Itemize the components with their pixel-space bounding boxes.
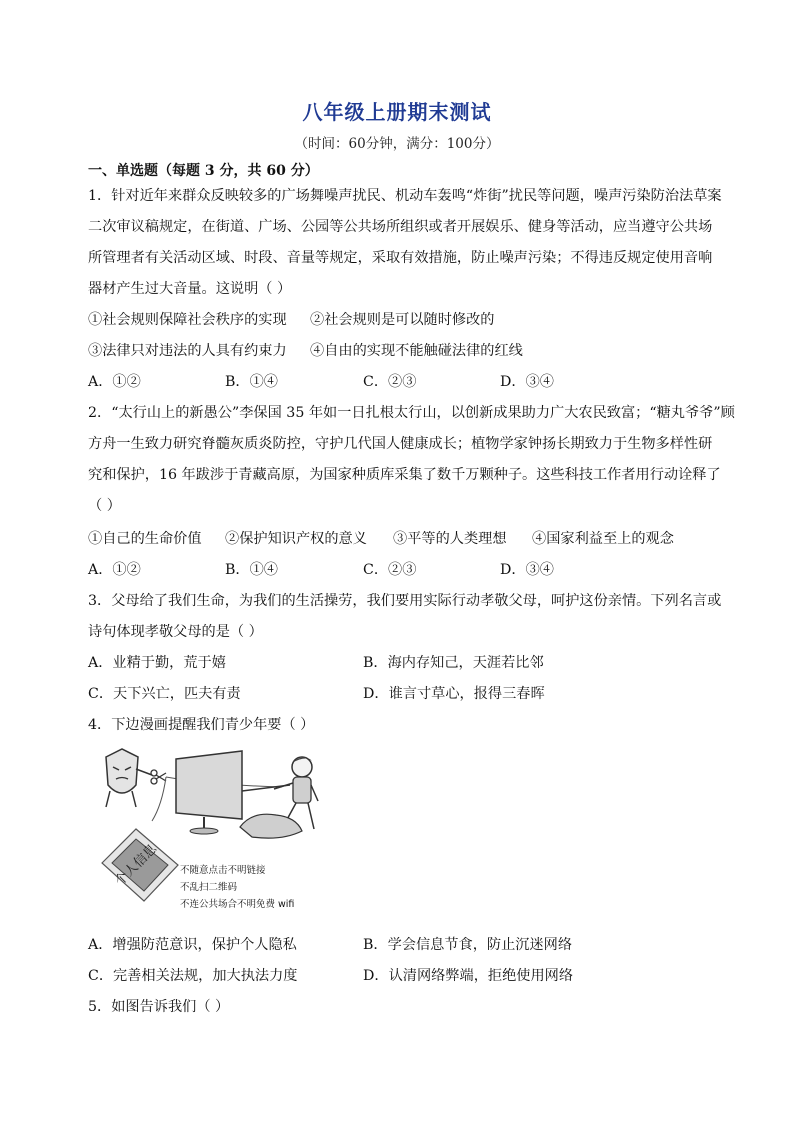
q5-stem-line: 5．如图告诉我们（ ） <box>88 999 230 1015</box>
q1-statement: ②社会规则是可以随时修改的 <box>310 312 495 328</box>
q2-stem-line: 方舟一生致力研究脊髓灰质炎防控，守护几代国人健康成长；植物学家钟扬长期致力于生物多样性研 <box>88 436 713 452</box>
q1-stem-line: 1．针对近年来群众反映较多的广场舞噪声扰民、机动车轰鸣“炸街”扰民等问题，噪声污染防治法草案 <box>88 188 722 204</box>
q1-stem-line: 二次审议稿规定，在街道、广场、公园等公共场所组织或者开展娱乐、健身等活动，应当遵守公共场 <box>88 219 713 235</box>
q3-stem-line: 诗句体现孝敬父母的是（ ） <box>88 624 263 640</box>
q3-option-b[interactable]: B．海内存知己，天涯若比邻 <box>363 655 544 671</box>
comic-caption-line: 不连公共场合不明免费 wifi <box>180 899 295 910</box>
info-card-label: 个人信息 <box>112 841 161 890</box>
q3-option-c[interactable]: C．天下兴亡，匹夫有责 <box>88 686 241 702</box>
shield-character-icon <box>106 749 152 807</box>
q4-option-d[interactable]: D．认清网络弊端，拒绝使用网络 <box>363 968 574 984</box>
exam-info: （时间：60分钟，满分：100分） <box>294 136 500 152</box>
q1-statement: ③法律只对违法的人具有约束力 <box>88 343 287 359</box>
q2-stem-line: 究和保护，16 年跋涉于青藏高原，为国家种质库采集了数千万颗种子。这些科技工作者用行动诠释了 <box>88 467 721 483</box>
q2-stem-line: （ ） <box>88 498 121 514</box>
q3-stem-line: 3．父母给了我们生命，为我们的生活操劳，我们要用实际行动孝敬父母，呵护这份亲情。下列名言或 <box>88 593 722 609</box>
q4-stem-line: 4．下边漫画提醒我们青少年要（ ） <box>88 717 315 733</box>
q1-stem-line: 所管理者有关活动区域、时段、音量等规定，采取有效措施，防止噪声污染；不得违反规定使用音响 <box>88 250 713 266</box>
section-heading: 一、单选题（每题 3 分，共 60 分） <box>88 163 319 179</box>
q2-option-c[interactable]: C．②③ <box>363 562 417 578</box>
q1-option-c[interactable]: C．②③ <box>363 374 417 390</box>
scissors-icon <box>151 770 166 784</box>
page-title: 八年级上册期末测试 <box>302 100 492 124</box>
q1-stem-line: 器材产生过大音量。这说明（ ） <box>88 281 292 297</box>
q4-option-c[interactable]: C．完善相关法规，加大执法力度 <box>88 968 298 984</box>
comic-illustration <box>92 745 342 915</box>
q2-option-b[interactable]: B．①④ <box>225 562 278 578</box>
q1-statement: ①社会规则保障社会秩序的实现 <box>88 312 287 328</box>
q2-statement: ③平等的人类理想 <box>393 531 507 547</box>
personal-info-card <box>102 829 178 901</box>
q4-option-a[interactable]: A．增强防范意识，保护个人隐私 <box>88 937 297 953</box>
comic-caption-line: 不乱扫二维码 <box>180 882 238 893</box>
q4-option-b[interactable]: B．学会信息节食，防止沉迷网络 <box>363 937 573 953</box>
q3-option-d[interactable]: D．谁言寸草心，报得三春晖 <box>363 686 545 702</box>
comic-caption-line: 不随意点击不明链接 <box>180 865 266 876</box>
q3-option-a[interactable]: A．业精于勤，荒于嬉 <box>88 655 226 671</box>
q2-statement: ②保护知识产权的意义 <box>225 531 367 547</box>
q2-statement: ①自己的生命价值 <box>88 531 202 547</box>
q1-statement: ④自由的实现不能触碰法律的红线 <box>310 343 523 359</box>
rock-icon <box>240 814 302 838</box>
q1-option-d[interactable]: D．③④ <box>500 374 554 390</box>
q2-option-d[interactable]: D．③④ <box>500 562 554 578</box>
q2-option-a[interactable]: A．①② <box>88 562 141 578</box>
q2-statement: ④国家利益至上的观念 <box>532 531 674 547</box>
monitor-icon <box>176 751 242 834</box>
q2-stem-line: 2．“太行山上的新愚公”李保国 35 年如一日扎根太行山，以创新成果助力广大农民致富；“糖丸爷爷”顾 <box>88 405 735 421</box>
q1-option-b[interactable]: B．①④ <box>225 374 278 390</box>
q1-option-a[interactable]: A．①② <box>88 374 141 390</box>
